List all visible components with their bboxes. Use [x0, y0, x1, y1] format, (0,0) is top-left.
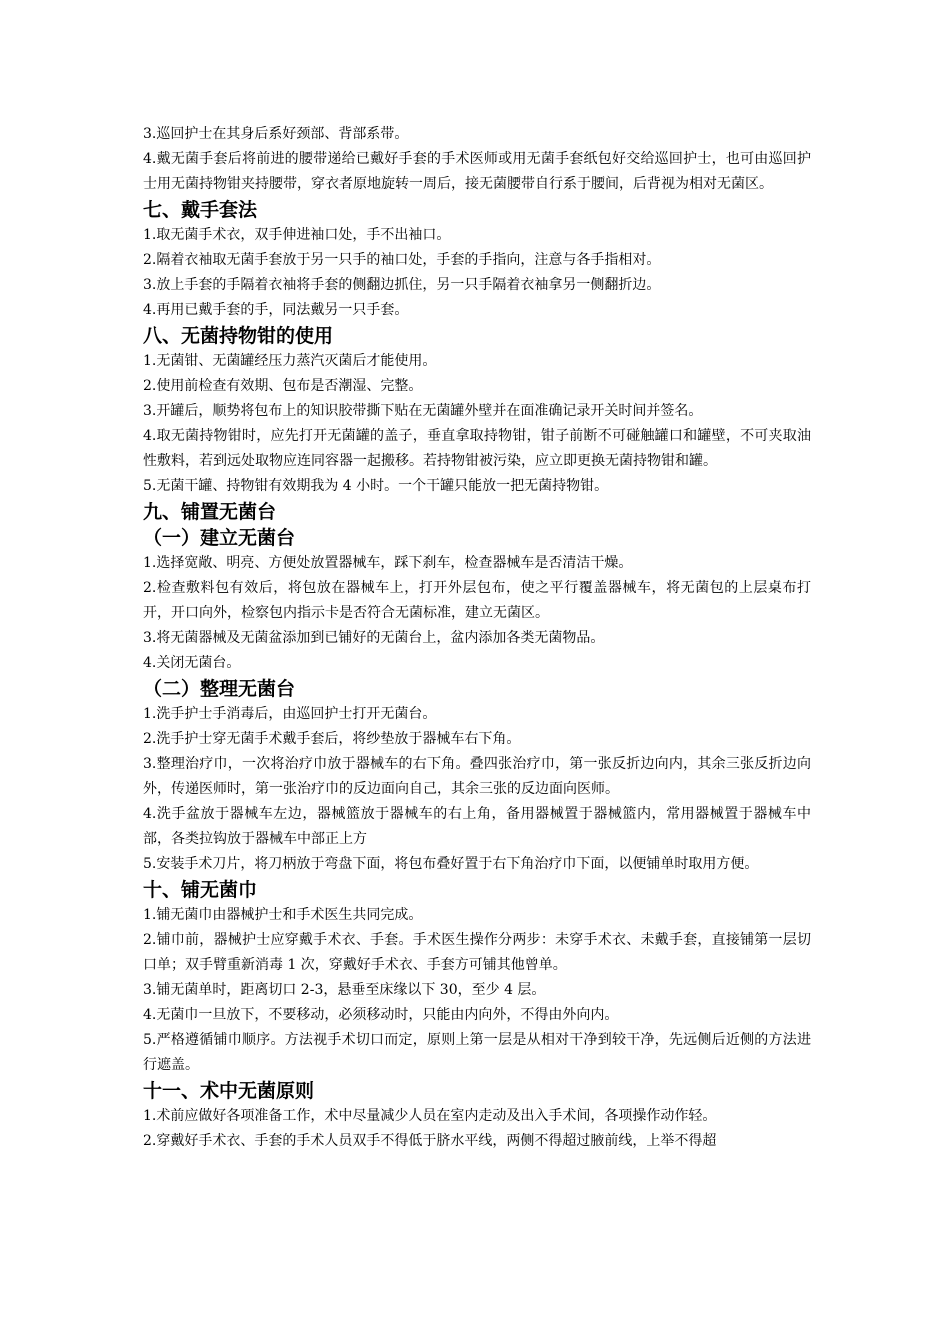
paragraph: 1.选择宽敞、明亮、方便处放置器械车，踩下刹车，检查器械车是否清洁干燥。 — [143, 555, 633, 571]
paragraph: 3.巡回护士在其身后系好颈部、背部系带。 — [143, 126, 409, 142]
paragraph: 4.洗手盆放于器械车左边，器械篮放于器械车的右上角，备用器械置于器械篮内，常用器械置于器械车中部，各类拉钩放于器械车中部正上方 — [143, 806, 811, 847]
section-heading: 八、无菌持物钳的使用 — [143, 325, 334, 347]
subsection-heading: （一）建立无菌台 — [143, 527, 296, 549]
paragraph: 2.检查敷料包有效后，将包放在器械车上，打开外层包布，使之平行覆盖器械车，将无菌包的上层桌布打开，开口向外，检察包内指示卡是否符合无菌标准，建立无菌区。 — [143, 580, 811, 621]
paragraph: 5.无菌干罐、持物钳有效期我为 4 小时。一个干罐只能放一把无菌持物钳。 — [143, 478, 609, 494]
paragraph: 2.铺巾前，器械护士应穿戴手术衣、手套。手术医生操作分两步：未穿手术衣、未戴手套，直接铺第一层切口单；双手臂重新消毒 1 次，穿戴好手术衣、手套方可铺其他曾单。 — [143, 932, 811, 973]
paragraph: 3.放上手套的手隔着衣袖将手套的侧翻边抓住，另一只手隔着衣袖拿另一侧翻折边。 — [143, 277, 661, 293]
document-body — [143, 122, 811, 1154]
paragraph: 2.使用前检查有效期、包布是否潮湿、完整。 — [143, 378, 423, 394]
paragraph: 3.开罐后，顺势将包布上的知识胶带撕下贴在无菌罐外壁并在面准确记录开关时间并签名。 — [143, 403, 703, 419]
paragraph: 3.整理治疗巾，一次将治疗巾放于器械车的右下角。叠四张治疗巾，第一张反折边向内，其余三张反折边向外，传递医师时，第一张治疗巾的反边面向自己，其余三张的反边面向医师。 — [143, 756, 811, 797]
section-heading: 十一、术中无菌原则 — [143, 1080, 315, 1102]
paragraph: 4.取无菌持物钳时，应先打开无菌罐的盖子，垂直拿取持物钳，钳子前断不可碰触罐口和罐壁，不可夹取油性敷料，若到远处取物应连同容器一起搬移。若持物钳被污染，应立即更换无菌持物钳和罐。 — [143, 428, 811, 469]
paragraph: 1.术前应做好各项准备工作，术中尽量减少人员在室内走动及出入手术间，各项操作动作轻。 — [143, 1108, 717, 1124]
section-heading: 九、铺置无菌台 — [143, 501, 277, 523]
paragraph: 4.再用已戴手套的手，同法戴另一只手套。 — [143, 302, 409, 318]
paragraph: 3.将无菌器械及无菌盆添加到已铺好的无菌台上，盆内添加各类无菌物品。 — [143, 630, 605, 646]
paragraph: 4.戴无菌手套后将前进的腰带递给已戴好手套的手术医师或用无菌手套纸包好交给巡回护士，也可由巡回护士用无菌持物钳夹持腰带，穿衣者原地旋转一周后，接无菌腰带自行系于腰间，后背视为相对无菌区。 — [143, 151, 811, 192]
section-heading: 十、铺无菌巾 — [143, 879, 258, 901]
paragraph: 1.洗手护士手消毒后，由巡回护士打开无菌台。 — [143, 706, 437, 722]
paragraph: 4.无菌巾一旦放下，不要移动，必须移动时，只能由内向外，不得由外向内。 — [143, 1007, 619, 1023]
paragraph: 2.隔着衣袖取无菌手套放于另一只手的袖口处，手套的手指向，注意与各手指相对。 — [143, 252, 661, 268]
paragraph: 1.无菌钳、无菌罐经压力蒸汽灭菌后才能使用。 — [143, 353, 437, 369]
paragraph: 3.铺无菌单时，距离切口 2-3，悬垂至床缘以下 30，至少 4 层。 — [143, 982, 546, 998]
paragraph: 2.穿戴好手术衣、手套的手术人员双手不得低于脐水平线，两侧不得超过腋前线，上举不得超 — [143, 1133, 717, 1149]
paragraph: 2.洗手护士穿无菌手术戴手套后，将纱垫放于器械车右下角。 — [143, 731, 521, 747]
paragraph: 4.关闭无菌台。 — [143, 655, 241, 671]
subsection-heading: （二）整理无菌台 — [143, 678, 296, 700]
paragraph: 1.铺无菌巾由器械护士和手术医生共同完成。 — [143, 907, 423, 923]
paragraph: 5.严格遵循铺巾顺序。方法视手术切口而定，原则上第一层是从相对干净到较干净，先远侧后近侧的方法进行遮盖。 — [143, 1032, 811, 1073]
section-heading: 七、戴手套法 — [143, 199, 258, 221]
paragraph: 1.取无菌手术衣，双手伸进袖口处，手不出袖口。 — [143, 227, 451, 243]
paragraph: 5.安装手术刀片，将刀柄放于弯盘下面，将包布叠好置于右下角治疗巾下面，以便铺单时取用方便。 — [143, 856, 759, 872]
